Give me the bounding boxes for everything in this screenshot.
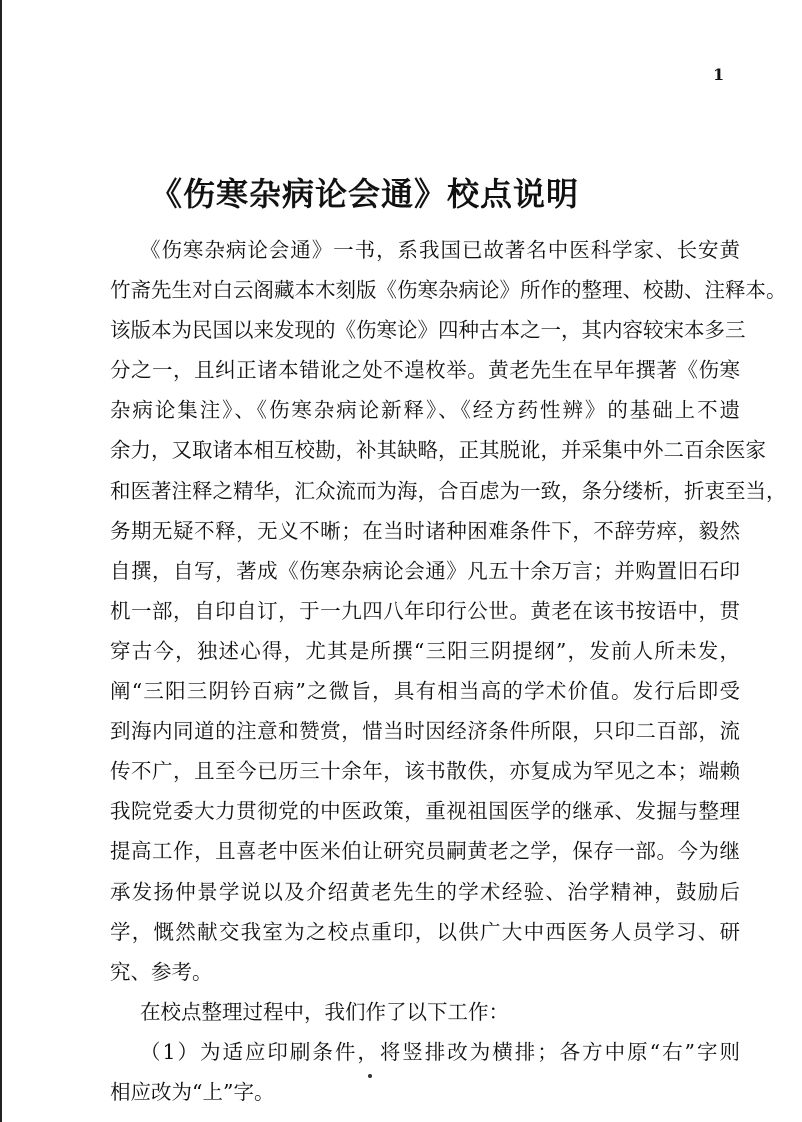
body-line: 承发扬仲景学说以及介绍黄老先生的学术经验、治学精神，鼓励后	[110, 879, 740, 904]
body-text	[110, 230, 787, 1112]
page-number: 1	[713, 65, 725, 84]
body-line: 余力，又取诸本相互校勘，补其缺略，正其脱讹，并采集中外二百余医家	[110, 438, 766, 463]
body-line: 到海内同道的注意和赞赏，惜当时因经济条件所限，只印二百部，流	[110, 719, 740, 744]
body-line: 相应改为“上”字。	[110, 1079, 275, 1104]
body-line: 阐“三阳三阴钤百病”之微旨，具有相当高的学术价值。发行后即受	[110, 679, 740, 704]
body-line: 和医著注释之精华，汇众流而为海，合百虑为一致，条分缕析，折衷至当，	[110, 478, 787, 503]
body-line: 自撰，自写，著成《伤寒杂病论会通》凡五十余万言；并购置旧石印	[110, 558, 740, 583]
body-line: 穿古今，独述心得，尤其是所撰“三阳三阴提纲”，发前人所未发，	[110, 638, 740, 663]
body-line: 提高工作，且喜老中医米伯让研究员嗣黄老之学，保存一部。今为继	[110, 839, 740, 864]
body-line: 务期无疑不释，无义不晰；在当时诸种困难条件下，不辞劳瘁，毅然	[110, 518, 740, 543]
body-line: 该版本为民国以来发现的《伤寒论》四种古本之一，其内容较宋本多三	[110, 318, 746, 343]
body-line: 学，慨然献交我室为之校点重印，以供广大中西医务人员学习、研	[110, 919, 740, 944]
body-line: 究、参考。	[110, 959, 213, 984]
body-line: 我院党委大力贯彻党的中医政策，重视祖国医学的继承、发掘与整理	[110, 799, 740, 824]
body-line: 在校点整理过程中，我们作了以下工作：	[140, 999, 509, 1024]
body-line: 机一部，自印自订，于一九四八年印行公世。黄老在该书按语中，贯	[110, 598, 740, 623]
page-left-edge-rule	[0, 0, 2, 1122]
body-line: （1）为适应印刷条件，将竖排改为横排；各方中原“右”字则	[140, 1039, 740, 1064]
body-line: 《伤寒杂病论会通》一书，系我国已故著名中医科学家、长安黄	[140, 238, 740, 262]
page-title: 《伤寒杂病论会通》校点说明	[150, 175, 580, 213]
body-line: 竹斋先生对白云阁藏本木刻版《伤寒杂病论》所作的整理、校勘、注释本。	[110, 278, 787, 303]
scan-speck	[368, 1074, 372, 1078]
body-line: 传不广，且至今已历三十余年，该书散佚，亦复成为罕见之本；端赖	[110, 759, 740, 784]
body-line: 分之一，且纠正诸本错讹之处不遑枚举。黄老先生在早年撰著《伤寒	[110, 358, 740, 383]
body-line: 杂病论集注》、《伤寒杂病论新释》、《经方药性辨》的基础上不遗	[110, 398, 740, 423]
